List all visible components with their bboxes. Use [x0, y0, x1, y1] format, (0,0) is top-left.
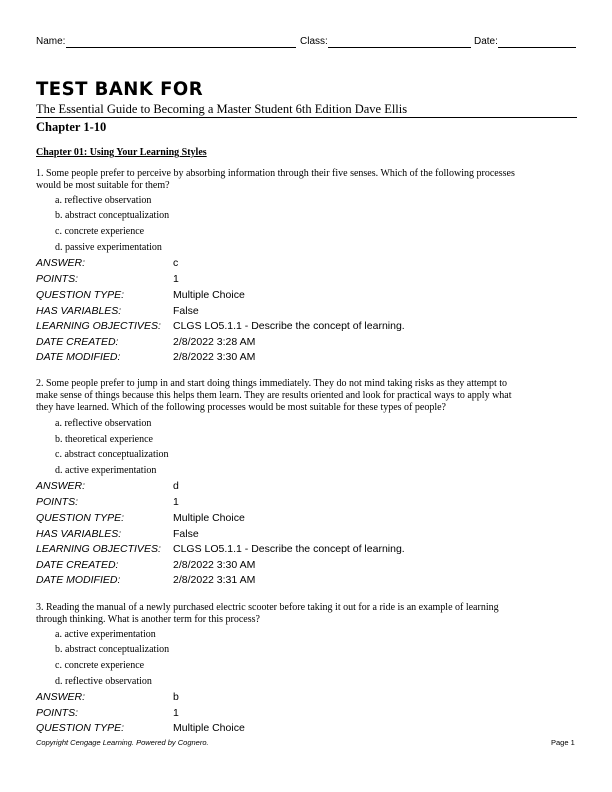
points-label: POINTS: — [36, 707, 79, 719]
class-blank — [328, 47, 471, 48]
answer-option: c. concrete experience — [55, 226, 145, 237]
question-text-line: 2. Some people prefer to jump in and start doing things immediately. They do not mind taking risks as they attempt to — [36, 378, 508, 389]
question-type-label: QUESTION TYPE: — [36, 722, 125, 734]
answer-label: ANSWER: — [36, 480, 86, 492]
has-variables-value: False — [173, 528, 199, 540]
answer-option: b. theoretical experience — [55, 434, 153, 445]
answer-label: ANSWER: — [36, 691, 86, 703]
date-created-label: DATE CREATED: — [36, 559, 119, 571]
question-text-line: 3. Reading the manual of a newly purchased electric scooter before taking it out for a ride is an example of learning — [36, 602, 499, 613]
question-type-value: Multiple Choice — [173, 289, 245, 301]
answer-value: b — [173, 691, 179, 703]
points-value: 1 — [173, 496, 179, 508]
answer-value: d — [173, 480, 179, 492]
date-created-value: 2/8/2022 3:28 AM — [173, 336, 256, 348]
question-type-value: Multiple Choice — [173, 722, 245, 734]
points-label: POINTS: — [36, 496, 79, 508]
page-number: Page 1 — [551, 738, 575, 747]
document-subtitle: The Essential Guide to Becoming a Master Student 6th Edition Dave Ellis — [36, 102, 408, 116]
answer-label: ANSWER: — [36, 257, 86, 269]
question-text-line: through thinking. What is another term for this process? — [36, 614, 260, 625]
answer-option: d. active experimentation — [55, 465, 157, 476]
answer-option: b. abstract conceptualization — [55, 210, 170, 221]
answer-option: a. reflective observation — [55, 418, 152, 429]
question-type-value: Multiple Choice — [173, 512, 245, 524]
student-info-header — [36, 36, 576, 50]
question-text-line: make sense of things because this helps them learn. They are results oriented and look for practical ways to apply what — [36, 390, 512, 401]
copyright-footer: Copyright Cengage Learning. Powered by Cognero. — [36, 738, 209, 747]
document-title: TEST BANK FOR — [36, 78, 204, 100]
date-label: Date: — [474, 36, 498, 47]
learning-objectives-label: LEARNING OBJECTIVES: — [36, 543, 161, 555]
question-text-line: 1. Some people prefer to perceive by absorbing information through their five senses. Which of the following processes — [36, 168, 515, 179]
answer-option: d. reflective observation — [55, 676, 152, 687]
name-blank — [66, 47, 296, 48]
name-label: Name: — [36, 36, 66, 47]
points-label: POINTS: — [36, 273, 79, 285]
learning-objectives-label: LEARNING OBJECTIVES: — [36, 320, 161, 332]
date-modified-label: DATE MODIFIED: — [36, 351, 121, 363]
question-text-line: would be most suitable for them? — [36, 180, 170, 191]
question-text-line: they have learned. Which of the following processes would be most suitable for these types of people? — [36, 402, 446, 413]
has-variables-label: HAS VARIABLES: — [36, 528, 122, 540]
answer-option: b. abstract conceptualization — [55, 644, 170, 655]
answer-option: c. abstract conceptualization — [55, 449, 169, 460]
title-rule — [36, 117, 577, 118]
points-value: 1 — [173, 707, 179, 719]
answer-value: c — [173, 257, 179, 269]
date-blank — [498, 47, 576, 48]
date-modified-value: 2/8/2022 3:31 AM — [173, 574, 256, 586]
has-variables-value: False — [173, 305, 199, 317]
points-value: 1 — [173, 273, 179, 285]
question-type-label: QUESTION TYPE: — [36, 289, 125, 301]
date-modified-label: DATE MODIFIED: — [36, 574, 121, 586]
date-modified-value: 2/8/2022 3:30 AM — [173, 351, 256, 363]
date-created-label: DATE CREATED: — [36, 336, 119, 348]
class-label: Class: — [300, 36, 328, 47]
section-heading: Chapter 01: Using Your Learning Styles — [36, 147, 207, 158]
learning-objectives-value: CLGS LO5.1.1 - Describe the concept of learning. — [173, 320, 405, 332]
question-type-label: QUESTION TYPE: — [36, 512, 125, 524]
answer-option: c. concrete experience — [55, 660, 145, 671]
has-variables-label: HAS VARIABLES: — [36, 305, 122, 317]
chapter-range: Chapter 1-10 — [36, 120, 107, 134]
answer-option: a. reflective observation — [55, 195, 152, 206]
learning-objectives-value: CLGS LO5.1.1 - Describe the concept of learning. — [173, 543, 405, 555]
date-created-value: 2/8/2022 3:30 AM — [173, 559, 256, 571]
answer-option: d. passive experimentation — [55, 242, 162, 253]
answer-option: a. active experimentation — [55, 629, 156, 640]
